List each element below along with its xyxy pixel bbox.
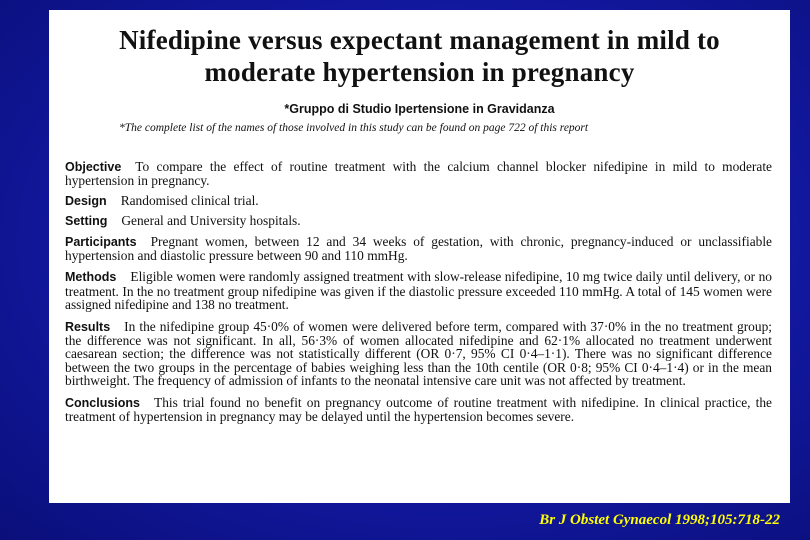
abstract-body — [65, 160, 772, 430]
title-line-2: moderate hypertension in pregnancy — [204, 57, 635, 87]
section-objective — [65, 160, 772, 188]
section-methods — [65, 270, 772, 311]
section-participants — [65, 235, 772, 263]
section-text: Eligible women were randomly assigned treatment with slow-release nifedipine, 10 mg twice daily until delivery, or no treatment. In the no treatment group nifedipine was given if the diastolic pressure exceeded 110 mmHg. A total of 145 women were assigned nifedipine and 138 no treatment. — [65, 269, 772, 313]
section-text: This trial found no benefit on pregnancy outcome of routine treatment with nifedipine. In clinical practice, the treatment of hypertension in pregnancy may be delayed until the hypertension becomes severe. — [65, 394, 772, 425]
section-heading: Results — [65, 319, 111, 334]
section-design — [65, 194, 772, 208]
section-heading: Objective — [65, 160, 122, 174]
author-footnote: *The complete list of the names of those involved in this study can be found on page 722 of this report — [119, 122, 589, 134]
article-title — [49, 24, 790, 88]
section-heading: Methods — [65, 270, 117, 285]
section-setting — [65, 214, 772, 228]
section-heading: Conclusions — [65, 395, 141, 410]
journal-citation: Br J Obstet Gynaecol 1998;105:718-22 — [539, 512, 780, 528]
section-heading: Design — [65, 193, 107, 208]
section-results — [65, 320, 772, 388]
author-group: *Gruppo di Studio Ipertensione in Gravidanza — [284, 102, 555, 116]
section-text: Randomised clinical trial. — [120, 192, 259, 208]
section-text: Pregnant women, between 12 and 34 weeks of gestation, with chronic, pregnancy-induced or unclassifiable hypertension and diastolic pressure between 90 and 110 mmHg. — [65, 233, 772, 264]
section-heading: Setting — [65, 214, 108, 229]
abstract-page — [49, 10, 790, 503]
title-line-1: Nifedipine versus expectant management in mild to — [119, 25, 720, 55]
section-conclusions — [65, 396, 772, 424]
section-text: General and University hospitals. — [121, 213, 301, 229]
section-heading: Participants — [65, 234, 137, 249]
section-text: In the nifedipine group 45·0% of women were delivered before term, compared with 37·0% in the no treatment group; the difference was not significant. In all, 56·3% of women allocated nifedipine and 62·1% allocated no treatment underwent caesarean section; the difference was not statistically different (OR 0·7, 95% CI 0·4–1·1). There was no significant difference between the two groups in the percentage of babies weighing less than the 10th centile (OR 0·8; 95% CI 0·4–1·4) or in the mean birthweight. The frequency of admission of infants to the neonatal intensive care unit was not affected by treatment. — [65, 318, 772, 389]
section-text: To compare the effect of routine treatment with the calcium channel blocker nifedipine in mild to moderate hypertension in pregnancy. — [65, 159, 772, 189]
